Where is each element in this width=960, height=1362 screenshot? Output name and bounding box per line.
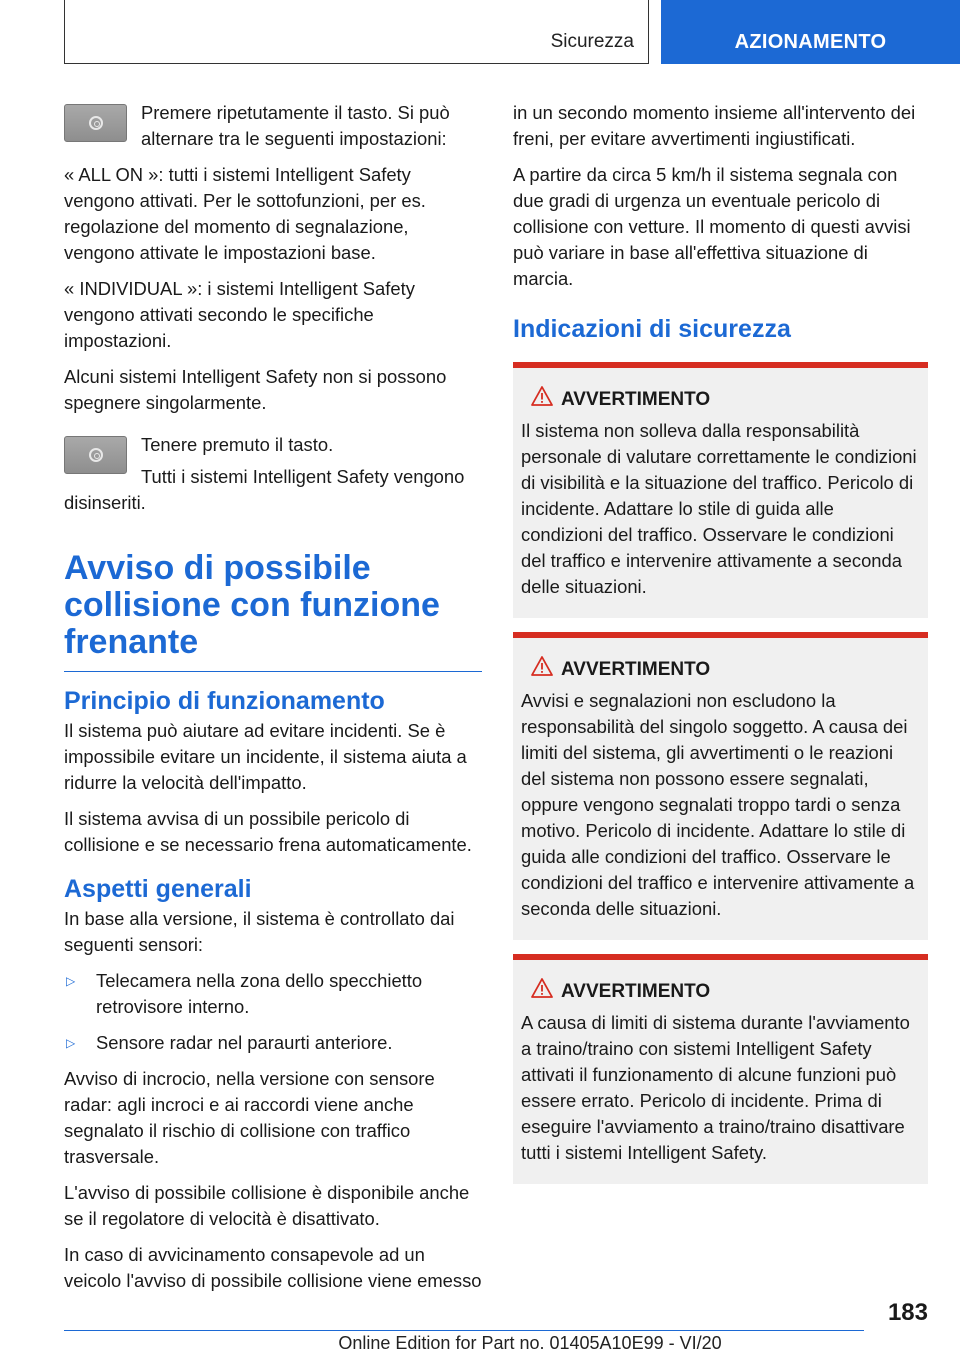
- warning-text: Avvisi e segnalazioni non escludono la responsabilità del singolo soggetto. A causa dei limiti del sistema, gli avvertimenti o le reazioni del sistema non possono essere segnalati, oppure vengono segnalati troppo tardi o senza motivo. Pericolo di incidente. Adattare lo stile di guida alle condizioni del traffico. Osservare le condizioni del traffico e intervenire attivamente a seconda delle situazioni.: [521, 690, 915, 919]
- intelligent-safety-icon: [89, 116, 103, 130]
- paragraph: L'avviso di possibile collisione è disponibile anche se il regolatore di velocità è disattivato.: [64, 1182, 470, 1229]
- paragraph: Tenere premuto il tasto.: [141, 434, 334, 455]
- warning-text: A causa di limiti di sistema durante l'avviamento a traino/traino con sistemi Intelligent Safety attivati il funzionamento di alcune funzioni può essere errato. Pericolo di incidente. Prima di eseguire l'avviamento a traino/traino disattivare tutti i sistemi Intelligent Safety.: [521, 1012, 910, 1163]
- warning-title-text: AVVERTIMENTO: [561, 981, 711, 1002]
- subheading-principio: Principio di funzionamento: [64, 687, 385, 715]
- paragraph: Alcuni sistemi Intelligent Safety non si possono spegnere singolarmente.: [64, 366, 447, 413]
- list-item-text: Sensore radar nel paraurti anteriore.: [96, 1032, 393, 1053]
- header-chapter-tab[interactable]: [661, 0, 960, 64]
- paragraph: Avviso di incrocio, nella versione con sensore radar: agli incroci e ai raccordi viene anche segnalato il rischio di collisione con traffico trasversale.: [64, 1068, 435, 1167]
- right-column: [513, 100, 928, 1198]
- triangle-bullet-icon: ▷: [66, 1036, 76, 1050]
- paragraph: Il sistema avvisa di un possibile pericolo di collisione e se necessario frena automaticamente.: [64, 808, 472, 855]
- paragraph: In caso di avvicinamento consapevole ad un veicolo l'avviso di possibile collisione viene emesso: [64, 1244, 482, 1291]
- header-chapter-title: AZIONAMENTO: [734, 31, 887, 53]
- paragraph: « INDIVIDUAL »: i sistemi Intelligent Safety vengono attivati secondo le specifiche impostazioni.: [64, 278, 415, 351]
- header-section-box: [64, 0, 649, 64]
- intelligent-safety-button-image: [64, 436, 127, 474]
- header-section-title: Sicurezza: [550, 31, 634, 52]
- warning-triangle-icon: [521, 386, 561, 414]
- page-number: 183: [887, 1299, 928, 1326]
- triangle-bullet-icon: ▷: [66, 974, 76, 988]
- warning-triangle-icon: [521, 656, 561, 684]
- paragraph: Tutti i sistemi Intelligent Safety vengono disinseriti.: [64, 466, 465, 513]
- subheading-sicurezza: Indicazioni di sicurezza: [513, 315, 791, 343]
- left-column: [64, 100, 482, 1304]
- list-item-text: Telecamera nella zona dello specchietto retrovisore interno.: [96, 970, 423, 1017]
- warning-title-text: AVVERTIMENTO: [561, 389, 711, 410]
- paragraph: In base alla versione, il sistema è controllato dai seguenti sensori:: [64, 908, 455, 955]
- paragraph: « ALL ON »: tutti i sistemi Intelligent Safety vengono attivati. Per le sottofunzioni, per es. regolazione del momento di segnalazione, vengono attivate le impostazioni base.: [64, 164, 426, 263]
- warning-title-text: AVVERTIMENTO: [561, 659, 711, 680]
- main-heading: Avviso di possibile collisione con funzione frenante: [64, 550, 482, 672]
- footer-divider: [64, 1330, 864, 1331]
- warning-box: [513, 954, 928, 1184]
- paragraph: Premere ripetutamente il tasto. Si può alternare tra le seguenti impostazioni:: [141, 102, 450, 149]
- subheading-aspetti: Aspetti generali: [64, 875, 252, 903]
- paragraph: in un secondo momento insieme all'intervento dei freni, per evitare avvertimenti ingiustificati.: [513, 102, 916, 149]
- button-instruction-2: [64, 432, 482, 516]
- warning-text: Il sistema non solleva dalla responsabilità personale di valutare correttamente le condizioni di visibilità e la situazione del traffico. Pericolo di incidente. Adattare lo stile di guida alle condizioni del traffico. Osservare le condizioni del traffico e intervenire attivamente a seconda delle situazioni.: [521, 420, 917, 597]
- warning-box: [513, 362, 928, 618]
- footer-edition: Online Edition for Part no. 01405A10E99 - VI/20: [338, 1333, 722, 1353]
- list-item: [64, 968, 482, 1020]
- list-item: [64, 1030, 482, 1056]
- warning-triangle-icon: [521, 978, 561, 1006]
- warning-title: [521, 656, 920, 684]
- warning-title: [521, 978, 920, 1006]
- intelligent-safety-button-image: [64, 104, 127, 142]
- button-instruction-1: [64, 100, 482, 162]
- intelligent-safety-icon: [89, 448, 103, 462]
- paragraph: A partire da circa 5 km/h il sistema segnala con due gradi di urgenza un eventuale pericolo di collisione con vetture. Il momento di questi avvisi può variare in base all'effettiva situazione di marcia.: [513, 164, 911, 289]
- warning-title: [521, 386, 920, 414]
- paragraph: Il sistema può aiutare ad evitare incidenti. Se è impossibile evitare un incidente, il sistema aiuta a ridurre la velocità dell'impatto.: [64, 720, 467, 793]
- warning-box: [513, 632, 928, 940]
